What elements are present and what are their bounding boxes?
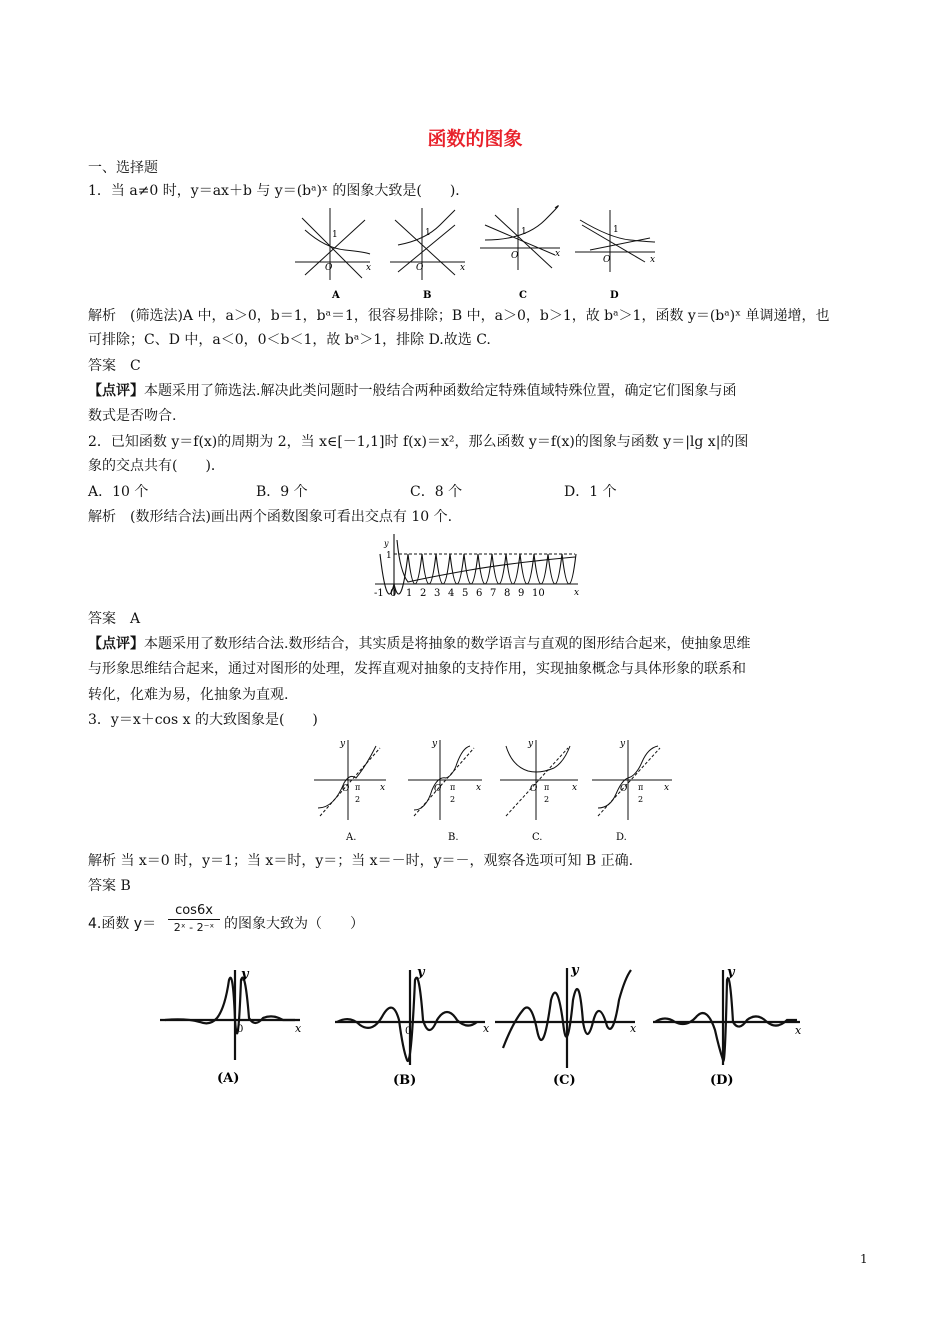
section-heading: 一、选择题 bbox=[88, 160, 158, 176]
q2-tick: -1 bbox=[374, 588, 384, 599]
q4-numerator: cos6x bbox=[168, 903, 220, 920]
svg-text:y: y bbox=[432, 739, 438, 749]
svg-text:0: 0 bbox=[405, 1026, 412, 1037]
svg-text:O: O bbox=[511, 251, 519, 261]
page-title: 函数的图象 bbox=[427, 128, 523, 150]
q1-answer: 答案 C bbox=[88, 358, 141, 374]
q4-option-a: (A) bbox=[217, 1071, 240, 1086]
q3-option-a: A. bbox=[346, 832, 357, 843]
q2-tick: 1 bbox=[406, 588, 413, 599]
q1-analysis-line2: 可排除；C、D 中，a＜0，0＜b＜1，故 bᵃ＞1，排除 D.故选 C. bbox=[88, 332, 491, 348]
q2-tick: 6 bbox=[476, 588, 483, 599]
q1-analysis-line1: 解析 (筛选法)A 中，a＞0，b＝1，bᵃ＝1，很容易排除；B 中，a＞0，b＞1，故 bᵃ＞1，函数 y＝(bᵃ)ˣ 单调递增，也 bbox=[88, 308, 830, 324]
svg-text:π: π bbox=[544, 783, 550, 792]
svg-text:x: x bbox=[476, 783, 482, 793]
q2-choice-b: B．9 个 bbox=[256, 484, 308, 500]
q2-stem-line1: 2．已知函数 y＝f(x)的周期为 2，当 x∈[－1,1]时 f(x)＝x²，那么函数 y＝f(x)的图象与函数 y＝|lg x|的图 bbox=[88, 434, 749, 450]
q2-comment-text: 本题采用了数形结合法.数形结合，其实质是将抽象的数学语言与直观的图形结合起来，使抽象思维 bbox=[144, 636, 751, 652]
q1-comment-line2: 数式是否吻合. bbox=[88, 408, 177, 424]
q4-stem-prefix: 4.函数 y＝ bbox=[88, 916, 157, 932]
svg-text:2: 2 bbox=[544, 795, 550, 804]
q2-stem-line2: 象的交点共有( )． bbox=[88, 458, 225, 474]
svg-text:1: 1 bbox=[386, 551, 392, 561]
q2-comment-tag: 【点评】 bbox=[88, 636, 144, 652]
q2-analysis: 解析 (数形结合法)画出两个函数图象可看出交点有 10 个. bbox=[88, 509, 453, 525]
q2-graph bbox=[370, 532, 585, 602]
svg-text:1: 1 bbox=[425, 228, 431, 238]
svg-text:x: x bbox=[572, 783, 578, 793]
q1-graphs bbox=[290, 200, 670, 305]
q3-analysis: 解析 当 x＝0 时，y＝1；当 x＝时，y＝；当 x＝－时，y＝－，观察各选项可知 B 正确. bbox=[88, 853, 634, 869]
svg-text:π: π bbox=[638, 783, 644, 792]
q2-tick: 2 bbox=[420, 588, 427, 599]
q2-tick: 7 bbox=[490, 588, 497, 599]
page-number: 1 bbox=[860, 1252, 868, 1266]
q4-option-d: (D) bbox=[710, 1073, 734, 1088]
q2-tick: 10 bbox=[532, 588, 545, 599]
svg-text:x: x bbox=[650, 255, 656, 265]
svg-text:1: 1 bbox=[521, 227, 527, 237]
svg-text:1: 1 bbox=[332, 230, 338, 240]
svg-text:1: 1 bbox=[613, 225, 619, 235]
q3-option-c: C. bbox=[532, 832, 543, 843]
q3-stem: 3．y＝x＋cos x 的大致图象是( ) bbox=[88, 712, 318, 728]
q4-option-b: (B) bbox=[393, 1073, 417, 1088]
q2-tick: 5 bbox=[462, 588, 469, 599]
svg-text:x: x bbox=[664, 783, 670, 793]
svg-text:π: π bbox=[355, 783, 361, 792]
svg-text:O: O bbox=[530, 784, 538, 794]
q2-comment-line2: 与形象思维结合起来，通过对图形的处理，发挥直观对抽象的支持作用，实现抽象概念与具体形象的联系和 bbox=[88, 661, 746, 677]
q1-graph-c bbox=[480, 206, 560, 270]
svg-text:2: 2 bbox=[450, 795, 456, 804]
q1-comment-line1 bbox=[88, 380, 736, 402]
q2-tick: 8 bbox=[504, 588, 511, 599]
svg-text:y: y bbox=[620, 739, 626, 749]
svg-text:2: 2 bbox=[638, 795, 644, 804]
svg-text:x: x bbox=[630, 1022, 637, 1035]
svg-text:x: x bbox=[555, 249, 561, 259]
svg-text:y: y bbox=[241, 967, 249, 982]
svg-text:O: O bbox=[416, 263, 424, 273]
q4-graphs bbox=[155, 960, 805, 1090]
svg-text:x: x bbox=[574, 588, 580, 598]
svg-text:y: y bbox=[340, 739, 346, 749]
svg-text:O: O bbox=[603, 255, 611, 265]
q1-option-a: A bbox=[332, 290, 340, 301]
q2-comment-line1 bbox=[88, 633, 750, 655]
q4-fraction bbox=[168, 903, 220, 934]
q1-option-b: B bbox=[423, 290, 432, 301]
q2-tick: 0 bbox=[390, 588, 397, 599]
q1-graph-d bbox=[575, 210, 655, 272]
q1-stem: 1．当 a≠0 时，y＝ax＋b 与 y＝(bᵃ)ˣ 的图象大致是( )． bbox=[88, 183, 470, 199]
svg-text:x: x bbox=[366, 263, 372, 273]
q2-comment-line3: 转化，化难为易，化抽象为直观. bbox=[88, 687, 289, 703]
svg-text:x: x bbox=[795, 1024, 802, 1037]
q2-tick: 4 bbox=[448, 588, 455, 599]
q1-comment-tag: 【点评】 bbox=[88, 383, 144, 399]
svg-text:x: x bbox=[483, 1022, 490, 1035]
svg-text:y: y bbox=[528, 739, 534, 749]
q4-option-c: (C) bbox=[553, 1073, 576, 1088]
q2-choice-a: A．10 个 bbox=[88, 484, 149, 500]
q2-choice-c: C．8 个 bbox=[410, 484, 463, 500]
q1-option-d: D bbox=[610, 290, 619, 301]
q3-answer: 答案 B bbox=[88, 878, 131, 894]
q2-tick: 3 bbox=[434, 588, 441, 599]
svg-text:y: y bbox=[571, 963, 579, 978]
q1-graph-a bbox=[295, 208, 370, 280]
q2-tick: 9 bbox=[518, 588, 525, 599]
svg-text:y: y bbox=[384, 539, 389, 548]
q1-option-c: C bbox=[519, 290, 527, 301]
svg-text:x: x bbox=[295, 1022, 302, 1035]
q1-comment-text: 本题采用了筛选法.解决此类问题时一般结合两种函数给定特殊值域特殊位置，确定它们图象与函 bbox=[144, 383, 737, 399]
svg-text:O: O bbox=[342, 784, 350, 794]
q4-stem-suffix: 的图象大致为（ ） bbox=[224, 916, 364, 932]
svg-text:O: O bbox=[325, 263, 333, 273]
svg-text:y: y bbox=[417, 965, 425, 980]
svg-text:2: 2 bbox=[355, 795, 361, 804]
q1-graph-b bbox=[390, 208, 465, 280]
svg-text:x: x bbox=[460, 263, 466, 273]
svg-text:O: O bbox=[434, 784, 442, 794]
svg-text:0: 0 bbox=[237, 1024, 244, 1035]
svg-text:O: O bbox=[620, 784, 628, 794]
q3-option-b: B. bbox=[448, 832, 459, 843]
q3-option-d: D. bbox=[616, 832, 627, 843]
q2-choice-d: D．1 个 bbox=[564, 484, 617, 500]
q3-graphs bbox=[310, 738, 680, 846]
q4-denominator: 2ˣ - 2⁻ˣ bbox=[173, 921, 215, 934]
svg-text:x: x bbox=[380, 783, 386, 793]
q2-answer: 答案 A bbox=[88, 611, 141, 627]
svg-text:y: y bbox=[727, 965, 735, 980]
svg-text:π: π bbox=[450, 783, 456, 792]
